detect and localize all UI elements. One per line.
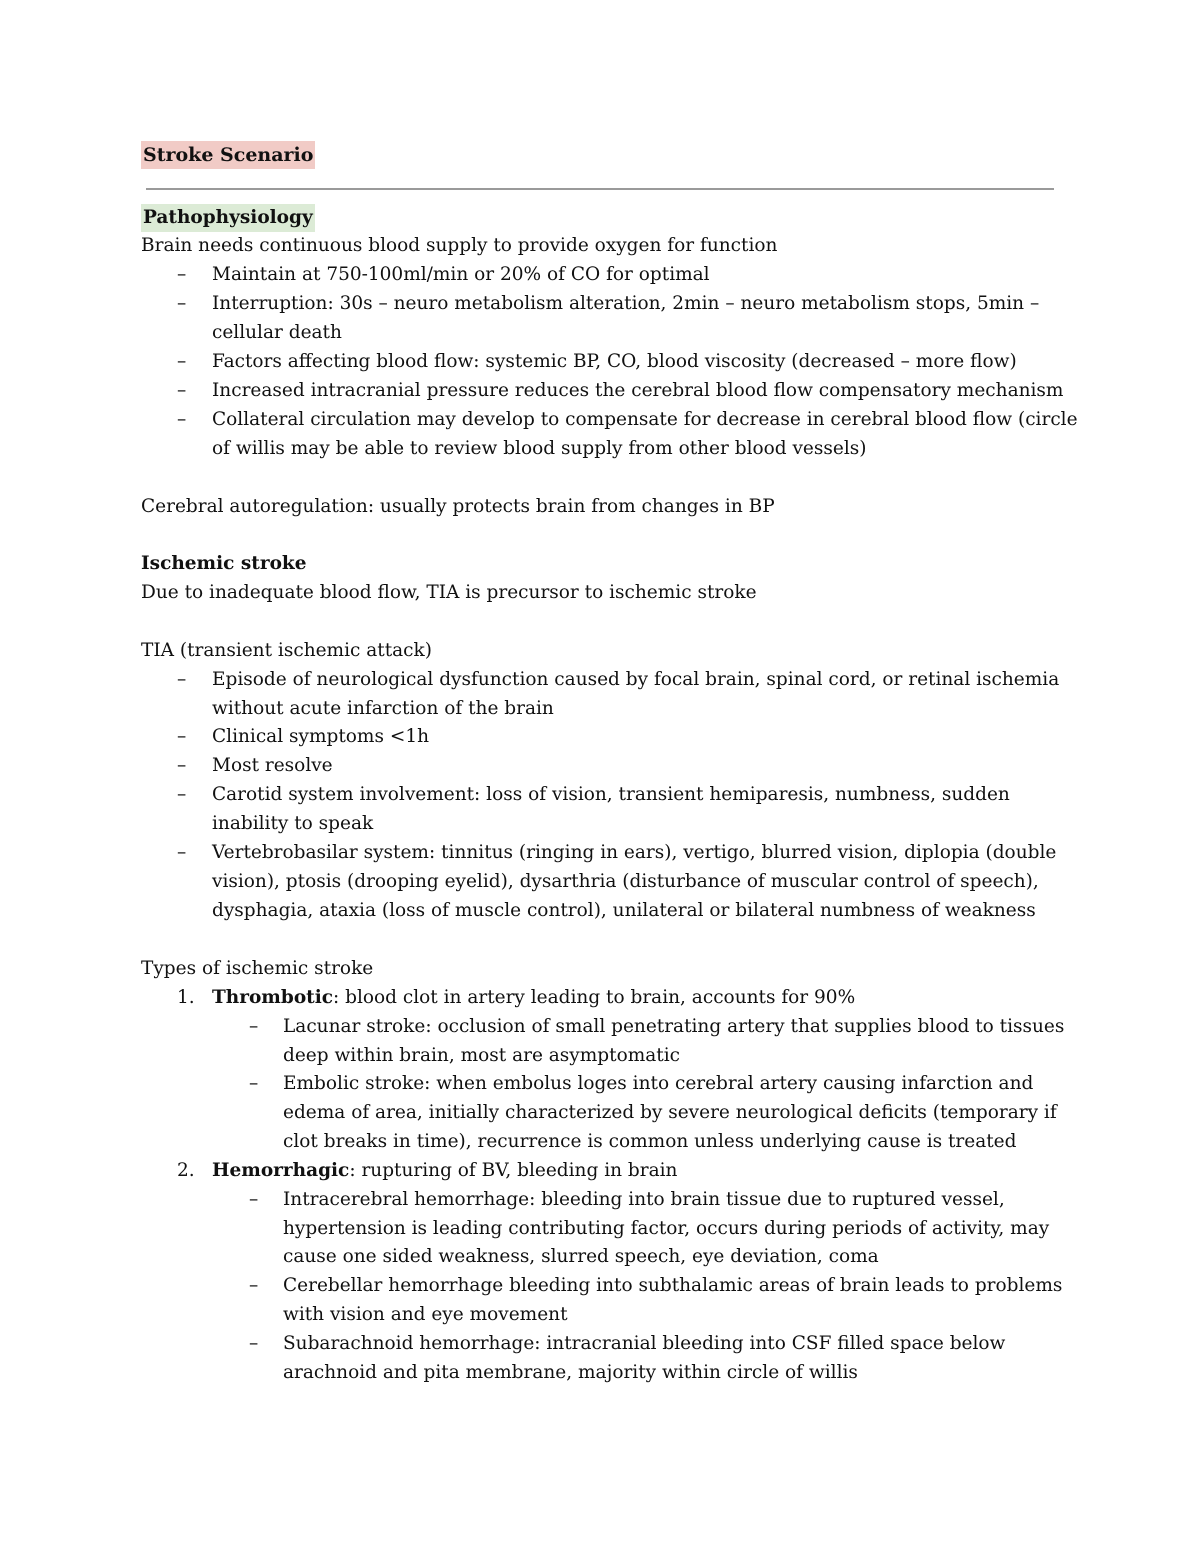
list-item-continuation: edema of area, initially characterized by severe neurological deficits (temporary if xyxy=(283,1102,1057,1123)
bullet-marker: – xyxy=(177,351,187,372)
list-item: Interruption: 30s – neuro metabolism alteration, 2min – neuro metabolism stops, 5min – xyxy=(212,293,1040,314)
numbered-item xyxy=(212,1156,677,1185)
numbered-item xyxy=(212,983,855,1012)
types-heading: Types of ischemic stroke xyxy=(141,958,374,979)
list-item-continuation: inability to speak xyxy=(212,813,374,834)
list-item: Clinical symptoms <1h xyxy=(212,726,430,747)
numbered-item-marker: 2. xyxy=(177,1160,195,1181)
section-heading-pathophysiology: Pathophysiology xyxy=(141,204,315,232)
section-heading-ischemic: Ischemic stroke xyxy=(141,553,307,574)
list-item: Subarachnoid hemorrhage: intracranial bleeding into CSF filled space below xyxy=(283,1333,1006,1354)
bullet-marker: – xyxy=(249,1189,259,1210)
term-description: : rupturing of BV, bleeding in brain xyxy=(349,1160,678,1181)
list-item-continuation: deep within brain, most are asymptomatic xyxy=(283,1045,680,1066)
patho-intro: Brain needs continuous blood supply to provide oxygen for function xyxy=(141,235,778,256)
bullet-marker: – xyxy=(177,264,187,285)
bullet-marker: – xyxy=(249,1275,259,1296)
bullet-marker: – xyxy=(177,380,187,401)
list-item-continuation: cause one sided weakness, slurred speech, eye deviation, coma xyxy=(283,1246,879,1267)
tia-heading: TIA (transient ischemic attack) xyxy=(141,640,432,661)
list-item-continuation: vision), ptosis (drooping eyelid), dysarthria (disturbance of muscular control of speech), xyxy=(212,871,1039,892)
list-item-continuation: dysphagia, ataxia (loss of muscle control), unilateral or bilateral numbness of weakness xyxy=(212,900,1036,921)
list-item: Intracerebral hemorrhage: bleeding into brain tissue due to ruptured vessel, xyxy=(283,1189,1005,1210)
bullet-marker: – xyxy=(177,842,187,863)
bullet-marker: – xyxy=(177,784,187,805)
list-item: Carotid system involvement: loss of vision, transient hemiparesis, numbness, sudden xyxy=(212,784,1010,805)
numbered-item-marker: 1. xyxy=(177,987,195,1008)
title-divider xyxy=(146,188,1054,190)
bullet-marker: – xyxy=(177,755,187,776)
bullet-marker: – xyxy=(249,1016,259,1037)
list-item-continuation: without acute infarction of the brain xyxy=(212,698,554,719)
ischemic-intro: Due to inadequate blood flow, TIA is precursor to ischemic stroke xyxy=(141,582,757,603)
bullet-marker: – xyxy=(177,669,187,690)
list-item: Maintain at 750-100ml/min or 20% of CO for optimal xyxy=(212,264,710,285)
document-title: Stroke Scenario xyxy=(141,141,315,169)
term-hemorrhagic: Hemorrhagic xyxy=(212,1160,350,1181)
list-item-continuation: cellular death xyxy=(212,322,342,343)
bullet-marker: – xyxy=(177,409,187,430)
list-item: Vertebrobasilar system: tinnitus (ringing in ears), vertigo, blurred vision, diplopia (double xyxy=(212,842,1057,863)
list-item: Lacunar stroke: occlusion of small penetrating artery that supplies blood to tissues xyxy=(283,1016,1065,1037)
list-item: Collateral circulation may develop to compensate for decrease in cerebral blood flow (circle xyxy=(212,409,1078,430)
bullet-marker: – xyxy=(177,293,187,314)
term-description: : blood clot in artery leading to brain, accounts for 90% xyxy=(333,987,856,1008)
list-item-continuation: clot breaks in time), recurrence is common unless underlying cause is treated xyxy=(283,1131,1017,1152)
bullet-marker: – xyxy=(249,1333,259,1354)
list-item: Episode of neurological dysfunction caused by focal brain, spinal cord, or retinal ischemia xyxy=(212,669,1060,690)
autoregulation-text: Cerebral autoregulation: usually protects brain from changes in BP xyxy=(141,496,775,517)
list-item-continuation: arachnoid and pita membrane, majority within circle of willis xyxy=(283,1362,858,1383)
term-thrombotic: Thrombotic xyxy=(212,987,333,1008)
list-item: Factors affecting blood flow: systemic BP, CO, blood viscosity (decreased – more flow) xyxy=(212,351,1017,372)
list-item: Embolic stroke: when embolus loges into cerebral artery causing infarction and xyxy=(283,1073,1034,1094)
list-item-continuation: with vision and eye movement xyxy=(283,1304,568,1325)
bullet-marker: – xyxy=(177,726,187,747)
list-item: Cerebellar hemorrhage bleeding into subthalamic areas of brain leads to problems xyxy=(283,1275,1063,1296)
bullet-marker: – xyxy=(249,1073,259,1094)
list-item: Increased intracranial pressure reduces the cerebral blood flow compensatory mechanism xyxy=(212,380,1064,401)
list-item-continuation: hypertension is leading contributing factor, occurs during periods of activity, may xyxy=(283,1218,1050,1239)
list-item-continuation: of willis may be able to review blood supply from other blood vessels) xyxy=(212,438,867,459)
list-item: Most resolve xyxy=(212,755,333,776)
